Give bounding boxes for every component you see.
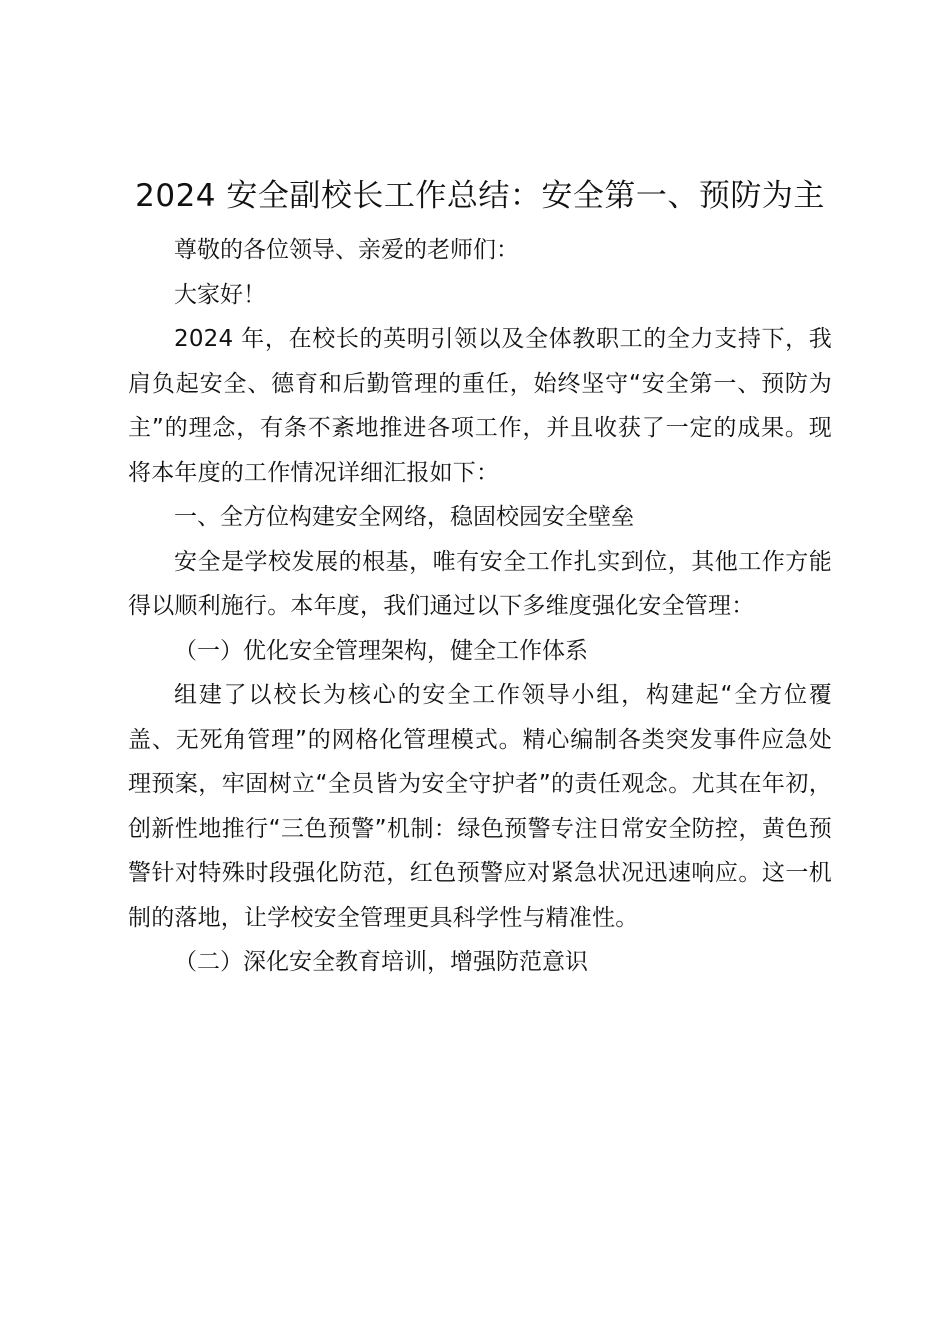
section-1-paragraph: 安全是学校发展的根基，唯有安全工作扎实到位，其他工作方能得以顺利施行。本年度，我们通过以下多维度强化安全管理： bbox=[128, 548, 832, 619]
subsection-1-paragraph: 组建了以校长为核心的安全工作领导小组，构建起“全方位覆盖、无死角管理”的网格化管理模式。精心编制各类突发事件应急处理预案，牢固树立“全员皆为安全守护者”的责任观念。尤其在年初，创新性地推行“三色预警”机制：绿色预警专注日常安全防控，黄色预警针对特殊时段强化防范，红色预警应对紧急状况迅速响应。这一机制的落地，让学校安全管理更具科学性与精准性。 bbox=[128, 682, 832, 931]
greeting-line: 大家好！ bbox=[174, 281, 266, 308]
intro-paragraph: 2024 年，在校长的英明引领以及全体教职工的全力支持下，我肩负起安全、德育和后勤管理的重任，始终坚守“安全第一、预防为主”的理念，有条不紊地推进各项工作，并且收获了一定的成果。现将本年度的工作情况详细汇报如下： bbox=[128, 326, 832, 486]
subsection-2-heading: （二）深化安全教育培训，增强防范意识 bbox=[174, 949, 588, 975]
salutation-line: 尊敬的各位领导、亲爱的老师们： bbox=[174, 237, 519, 263]
subsection-1-heading: （一）优化安全管理架构，健全工作体系 bbox=[174, 637, 588, 664]
document-title: 2024 安全副校长工作总结：安全第一、预防为主 bbox=[135, 178, 825, 214]
document-body bbox=[128, 170, 832, 985]
section-1-heading: 一、全方位构建安全网络，稳固校园安全壁垒 bbox=[174, 504, 634, 530]
